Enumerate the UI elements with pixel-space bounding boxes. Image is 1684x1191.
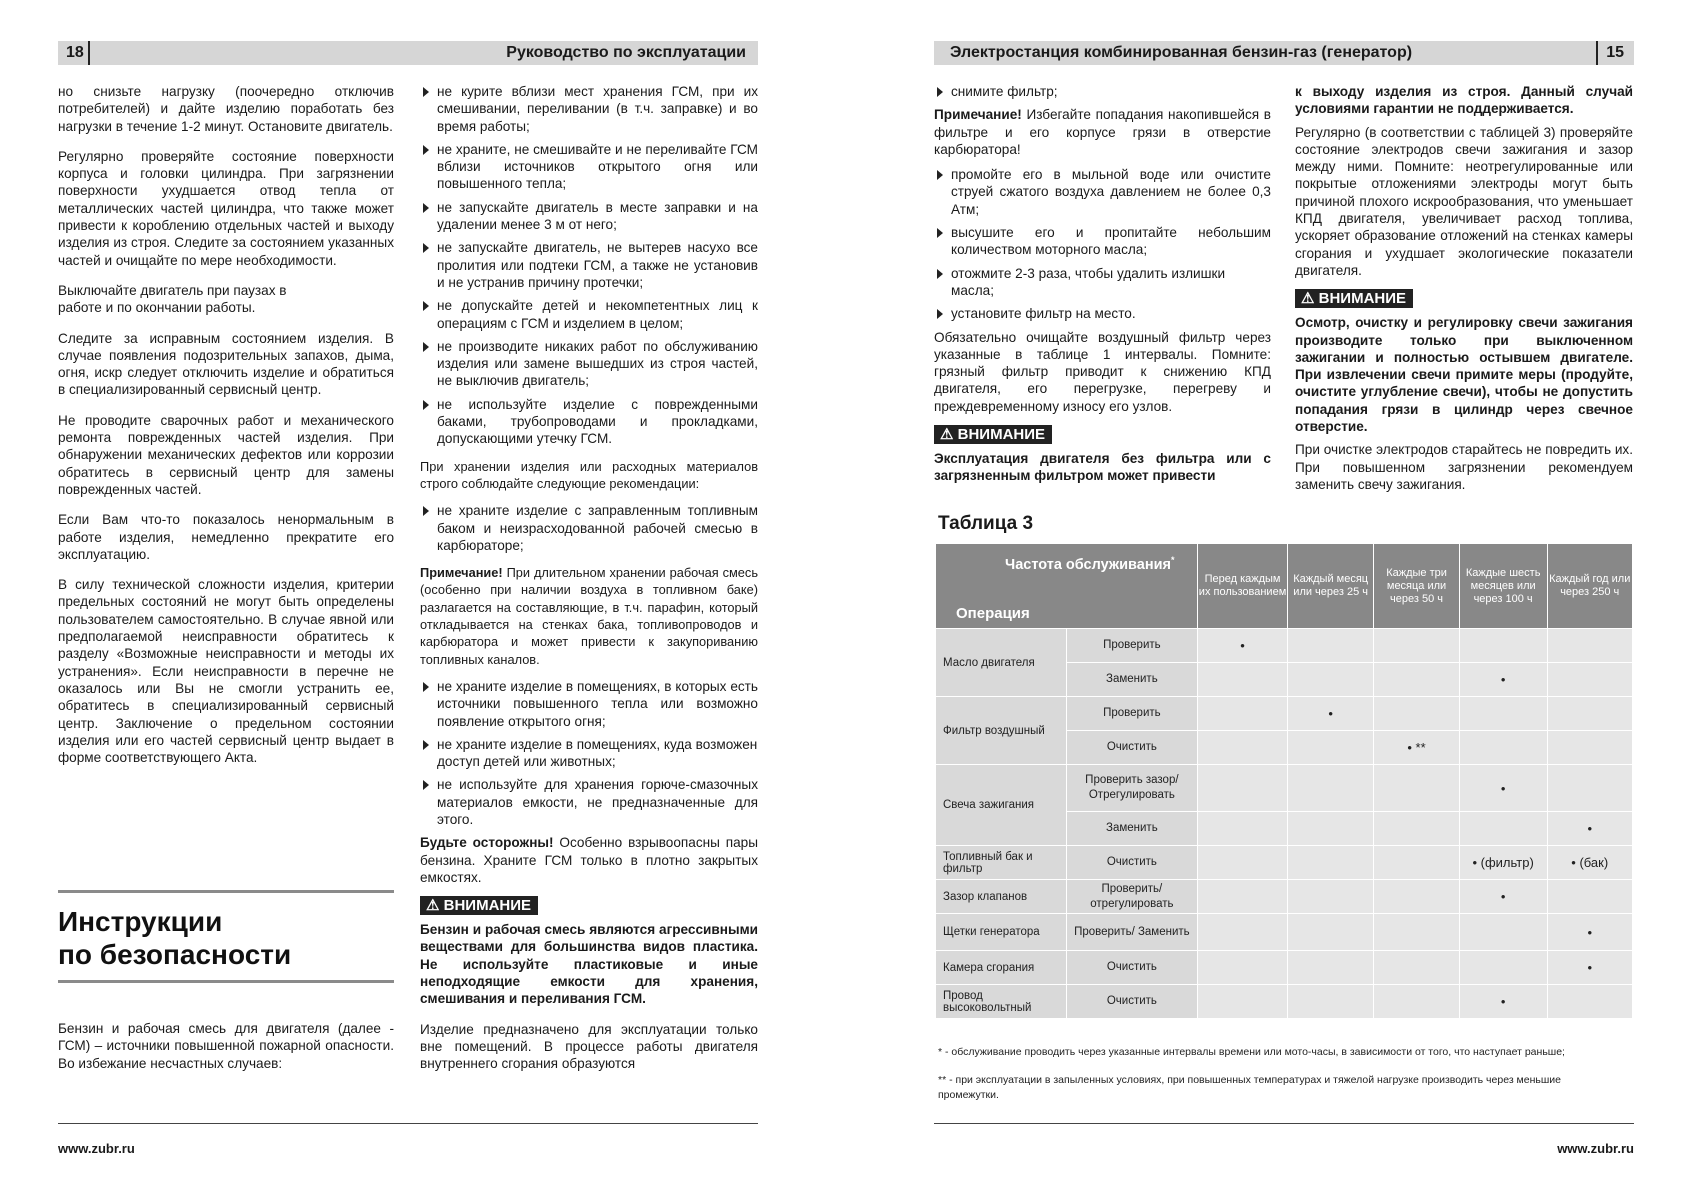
table-row — [936, 951, 1633, 985]
list-item: не запускайте двигатель в месте заправки и на удалении менее 3 м от него; — [420, 199, 758, 234]
table-cell — [1374, 880, 1459, 914]
paragraph: Примечание! При длительном хранении рабочая смесь (особенно при наличии воздуха в топливном баке) разлагается на составляющие, в т.ч. парафин, который откладывается на стенках бака, топливопроводов и карбюратора и может привести к закупориванию топливных каналов. — [420, 565, 758, 667]
list-item: не используйте изделие с поврежденными баками, трубопроводами и прокладками, допускающими утечку ГСМ. — [420, 396, 758, 448]
list-item: не храните изделие с заправленным топливным баком и неизрасходованной рабочей смесью в карбюраторе; — [420, 502, 758, 554]
table-cell — [1547, 697, 1633, 731]
table-col-header: Каждые шесть месяцев или через 100 ч — [1459, 544, 1547, 629]
table-col-header: Каждый месяц или через 25 ч — [1288, 544, 1374, 629]
table-cell — [1374, 629, 1459, 663]
table-cell: • (фильтр) — [1459, 846, 1547, 880]
table-action-cell: Проверить/ отрегулировать — [1066, 880, 1197, 914]
paragraph: Следите за исправным состоянием изделия. В случае появления подозрительных запахов, дыма, огня, искр следует отключить изделие и обратиться в специализированный сервисный центр. — [58, 330, 394, 398]
table-cell — [1198, 951, 1288, 985]
table-cell: • — [1547, 914, 1633, 951]
table-cell — [1288, 765, 1374, 812]
left-page-header — [58, 41, 758, 65]
left-column-1 — [58, 83, 394, 779]
table-footnote-1: * - обслуживание проводить через указанные интервалы времени или мото-часы, в зависимости от того, что наступает раньше; — [938, 1046, 1565, 1058]
table-footnote-2: ** - при эксплуатации в запыленных условиях, при повышенных температурах и тяжелой нагрузке производить через меньшие промежутки. — [938, 1074, 1562, 1101]
table-row — [936, 629, 1633, 663]
left-column-2 — [420, 83, 758, 1086]
table-col-header: Каждый год или через 250 ч — [1547, 544, 1633, 629]
list-item: не храните изделие в помещениях, куда возможен доступ детей или животных; — [420, 736, 758, 771]
table-cell — [1198, 731, 1288, 765]
table-cell — [1198, 985, 1288, 1019]
table-action-cell: Очистить — [1066, 846, 1197, 880]
table-row — [936, 765, 1633, 812]
left-header-title: Руководство по эксплуатации — [506, 44, 746, 61]
table-col-header: Каждые три месяца или через 50 ч — [1374, 544, 1459, 629]
section-rule-top — [58, 890, 394, 893]
left-footer-rule — [58, 1123, 758, 1124]
table-cell: • — [1459, 985, 1547, 1019]
paragraph: При хранении изделия или расходных материалов строго соблюдайте следующие рекомендации: — [420, 458, 758, 491]
table-cell — [1547, 731, 1633, 765]
right-page-number: 15 — [1596, 41, 1624, 65]
table-cell — [1374, 951, 1459, 985]
table-cell: • — [1288, 697, 1374, 731]
table-cell — [1198, 812, 1288, 846]
list-item: не храните изделие в помещениях, в которых есть источники повышенного тепла или возможно появление открытого огня; — [420, 678, 758, 730]
warning-badge: ⚠ ВНИМАНИЕ — [934, 425, 1052, 444]
table-cell: • — [1198, 629, 1288, 663]
table-action-cell: Проверить — [1066, 629, 1197, 663]
list-item: промойте его в мыльной воде или очистите струей сжатого воздуха давлением не более 0,3 Атм; — [934, 166, 1271, 218]
table-action-cell: Очистить — [1066, 951, 1197, 985]
paragraph: Обязательно очищайте воздушный фильтр через указанные в таблице 1 интервалы. Помните: грязный фильтр приводит к снижению КПД двигателя, его перегрузке, перегреву и преждевременному износу его узлов. — [934, 329, 1271, 414]
table-cell — [1374, 812, 1459, 846]
table-cell — [1374, 985, 1459, 1019]
table-action-cell: Проверить зазор/ Отрегулировать — [1066, 765, 1197, 812]
warning-text: Бензин и рабочая смесь являются агрессивными веществами для большинства видов пластика. Не используйте пластиковые и иные неподходящие емкости для хранения, смешивания и переливания ГСМ. — [420, 922, 758, 1007]
table-operation-cell: Провод высоковольтный — [936, 985, 1067, 1019]
section-rule-bottom — [58, 980, 394, 983]
table-cell — [1198, 663, 1288, 697]
maintenance-table — [935, 543, 1633, 1019]
list-item: снимите фильтр; — [934, 83, 1271, 100]
list-item: не допускайте детей и некомпетентных лиц к операциям с ГСМ и изделием в целом; — [420, 297, 758, 332]
warning-badge: ⚠ ВНИМАНИЕ — [1295, 289, 1413, 308]
table-col-header: Перед каждым их пользованием — [1198, 544, 1288, 629]
table-cell — [1198, 880, 1288, 914]
paragraph: но снизьте нагрузку (поочередно отключив потребителей) и дайте изделию поработать без нагрузки в течение 1-2 минут. Остановите двигатель. — [58, 84, 394, 134]
table-cell — [1459, 697, 1547, 731]
paragraph: Примечание! Избегайте попадания накопившейся в фильтре и его корпусе грязи в отверстие карбюратора! — [934, 107, 1271, 157]
table-cell: • — [1547, 812, 1633, 846]
table-cell — [1288, 880, 1374, 914]
warning-badge: ⚠ ВНИМАНИЕ — [420, 896, 538, 915]
paragraph: Выключайте двигатель при паузах в работе и по окончании работы. — [58, 282, 287, 316]
table-row — [936, 880, 1633, 914]
table-cell: • — [1547, 951, 1633, 985]
table-cell — [1547, 629, 1633, 663]
paragraph: При очистке электродов старайтесь не повредить их. При повышенном загрязнении рекомендуем заменить свечу зажигания. — [1295, 442, 1633, 492]
section-intro: Бензин и рабочая смесь для двигателя (далее - ГСМ) – источники повышенной пожарной опасности. Во избежание несчастных случаев: — [58, 1021, 394, 1071]
table-cell — [1374, 914, 1459, 951]
table-cell — [1288, 951, 1374, 985]
table-cell: • — [1459, 663, 1547, 697]
table-action-cell: Очистить — [1066, 731, 1197, 765]
table-cell — [1198, 846, 1288, 880]
list-item: не запускайте двигатель, не вытерев насухо все пролития или подтеки ГСМ, а также не установив и не устранив причину протечки; — [420, 239, 758, 291]
paragraph: В силу технической сложности изделия, критерии предельных состояний не могут быть определены пользователем самостоятельно. В случае явной или предполагаемой неисправности обратитесь к разделу «Возможные неисправности и методы их устранения». Если неисправности в перечне не оказалось или Вы не смогли устранить ее, обратитесь в специализированный сервисный центр. Заключение о предельном состоянии изделия или его частей сервисный центр выдает в форме соответствующего Акта. — [58, 577, 394, 766]
list-item: установите фильтр на место. — [934, 305, 1271, 322]
table-cell — [1288, 985, 1374, 1019]
table-cell — [1288, 731, 1374, 765]
table-cell — [1288, 663, 1374, 697]
table-row — [936, 846, 1633, 880]
table-operation-cell: Зазор клапанов — [936, 880, 1067, 914]
table-cell — [1374, 663, 1459, 697]
left-page-number: 18 — [66, 41, 90, 65]
table-title: Таблица 3 — [938, 513, 1034, 534]
table-cell — [1547, 985, 1633, 1019]
right-footer-url[interactable]: www.zubr.ru — [1557, 1141, 1634, 1156]
table-operation-cell: Камера сгорания — [936, 951, 1067, 985]
section-title: Инструкции по безопасности — [58, 906, 292, 970]
table-cell — [1288, 914, 1374, 951]
list-item: отожмите 2-3 раза, чтобы удалить излишки масла; — [934, 265, 1271, 300]
table-cell — [1374, 846, 1459, 880]
table-cell — [1374, 697, 1459, 731]
paragraph: Не проводите сварочных работ и механического ремонта поврежденных частей изделия. При обнаружении механических дефектов или коррозии обратитесь в сервисный центр для замены поврежденных частей. — [58, 412, 394, 497]
table-cell — [1459, 731, 1547, 765]
right-column-1 — [934, 83, 1271, 498]
table-action-cell: Очистить — [1066, 985, 1197, 1019]
table-action-cell: Заменить — [1066, 663, 1197, 697]
list-item: не используйте для хранения горюче-смазочных материалов емкости, не предназначенные для этого. — [420, 776, 758, 828]
table-cell: • — [1459, 765, 1547, 812]
table-cell — [1459, 812, 1547, 846]
right-header-title: Электростанция комбинированная бензин-газ (генератор) — [950, 44, 1413, 61]
table-operation-cell: Фильтр воздушный — [936, 697, 1067, 765]
table-cell: • (бак) — [1547, 846, 1633, 880]
list-item: не курите вблизи мест хранения ГСМ, при их смешивании, переливании (в т.ч. заправке) и во время работы; — [420, 83, 758, 135]
right-page-header — [934, 41, 1634, 65]
table-cell — [1459, 914, 1547, 951]
list-item: не храните, не смешивайте и не переливайте ГСМ вблизи источников открытого огня или повышенного тепла; — [420, 141, 758, 193]
table-cell: • — [1459, 880, 1547, 914]
paragraph: Регулярно (в соответствии с таблицей 3) проверяйте состояние электродов свечи зажигания и зазор между ними. Помните: неотрегулированные или покрытые отложениями электроды могут быть причиной плохого искрообразования, что уменьшает КПД двигателя, увеличивает расход топлива, ускоряет образование отложений на стенках камеры сгорания и ухудшает экологические показатели двигателя. — [1295, 124, 1633, 278]
paragraph: Будьте осторожны! Особенно взрывоопасны пары бензина. Храните ГСМ только в плотно закрытых емкостях. — [420, 835, 758, 885]
table-cell: • ** — [1374, 731, 1459, 765]
table-cell — [1198, 765, 1288, 812]
table-action-cell: Проверить/ Заменить — [1066, 914, 1197, 951]
warning-text: Эксплуатация двигателя без фильтра или с загрязненным фильтром может привести — [934, 451, 1271, 484]
table-corner-header: Частота обслуживания* Операция — [936, 544, 1198, 629]
table-cell — [1374, 765, 1459, 812]
table-cell — [1459, 951, 1547, 985]
table-cell — [1547, 765, 1633, 812]
table-row — [936, 985, 1633, 1019]
table-operation-cell: Топливный бак и фильтр — [936, 846, 1067, 880]
table-action-cell: Заменить — [1066, 812, 1197, 846]
right-column-2 — [1295, 83, 1633, 506]
left-footer-url[interactable]: www.zubr.ru — [58, 1141, 135, 1156]
table-operation-cell: Масло двигателя — [936, 629, 1067, 697]
table-cell — [1198, 697, 1288, 731]
table-cell — [1288, 629, 1374, 663]
warning-text: Осмотр, очистку и регулировку свечи зажигания производите только при выключенном зажигании и полностью остывшем двигателе. При извлечении свечи примите меры (продуйте, очистите углубление свечи), чтобы не допустить попадания грязи в цилиндр через свечное отверстие. — [1295, 315, 1633, 435]
table-cell — [1547, 663, 1633, 697]
paragraph: к выходу изделия из строя. Данный случай условиями гарантии не поддерживается. — [1295, 84, 1633, 117]
table-row — [936, 697, 1633, 731]
table-cell — [1198, 914, 1288, 951]
paragraph: Если Вам что-то показалось ненормальным в работе изделия, немедленно прекратите его эксплуатацию. — [58, 512, 394, 562]
list-item: не производите никаких работ по обслуживанию изделия или замене вышедших из строя частей, не выключив двигатель; — [420, 338, 758, 390]
list-item: высушите его и пропитайте небольшим количеством моторного масла; — [934, 224, 1271, 259]
paragraph: Изделие предназначено для эксплуатации только вне помещений. В процессе работы двигателя внутреннего сгорания образуются — [420, 1021, 758, 1072]
table-cell — [1547, 880, 1633, 914]
table-operation-cell: Свеча зажигания — [936, 765, 1067, 846]
paragraph: Регулярно проверяйте состояние поверхности корпуса и головки цилиндра. При загрязнении поверхности ухудшается отвод тепла от металлических частей цилиндра, что также может привести к короблению отдельных частей и выходу изделия из строя. Следите за состоянием указанных частей и очищайте по мере необходимости. — [58, 148, 394, 268]
table-operation-cell: Щетки генератора — [936, 914, 1067, 951]
right-footer-rule — [934, 1123, 1634, 1124]
table-action-cell: Проверить — [1066, 697, 1197, 731]
table-cell — [1288, 812, 1374, 846]
table-row — [936, 914, 1633, 951]
table-cell — [1459, 629, 1547, 663]
table-cell — [1288, 846, 1374, 880]
